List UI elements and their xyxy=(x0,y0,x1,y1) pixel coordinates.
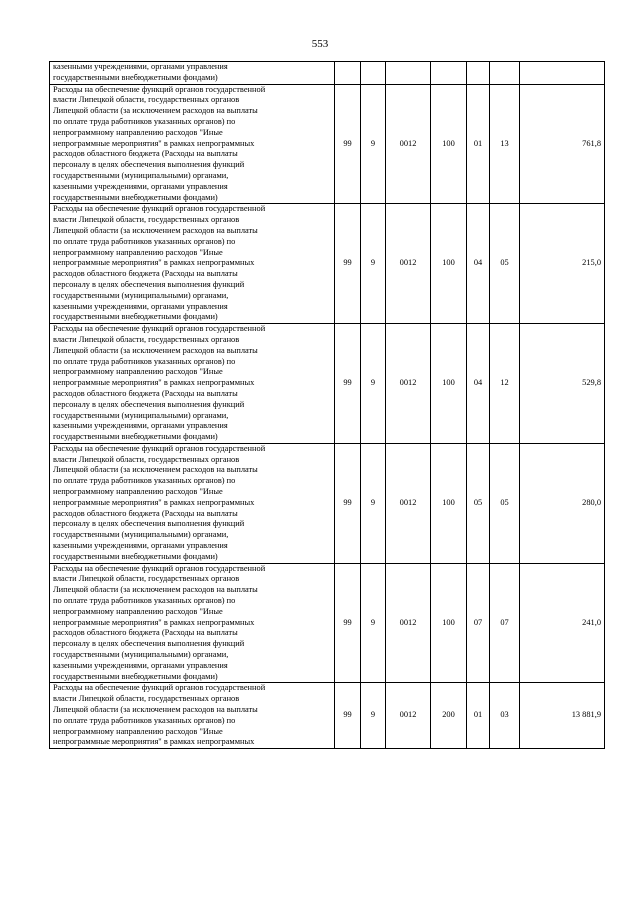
amount: 280,0 xyxy=(520,443,605,563)
code-target-article: 0012 xyxy=(386,324,431,444)
description-line: персоналу в целях обеспечения выполнения функций xyxy=(53,160,245,170)
description-line: непрограммные мероприятия" в рамках непрограммных xyxy=(53,258,255,268)
expense-description xyxy=(50,563,335,683)
amount: 529,8 xyxy=(520,324,605,444)
description-line: расходов областного бюджета (Расходы на выплаты xyxy=(53,269,238,279)
description-line: власти Липецкой области, государственных органов xyxy=(53,574,240,584)
description-line: непрограммные мероприятия" в рамках непрограммных xyxy=(53,737,255,747)
description-line: по оплате труда работников указанных органов) по xyxy=(53,715,236,725)
amount: 215,0 xyxy=(520,204,605,324)
table-row xyxy=(50,683,605,749)
description-line: казенными учреждениями, органами управления xyxy=(53,660,228,670)
code-chapter: 99 xyxy=(335,84,361,204)
description-line: персоналу в целях обеспечения выполнения функций xyxy=(53,639,245,649)
description-line: непрограммному направлению расходов "Иные xyxy=(53,726,223,736)
code-expense-type: 100 xyxy=(431,324,467,444)
code-expense-type: 100 xyxy=(431,204,467,324)
code-program: 9 xyxy=(361,443,386,563)
description-line: государственными внебюджетными фондами) xyxy=(53,312,218,322)
code-chapter: 99 xyxy=(335,683,361,749)
description-line: по оплате труда работников указанных органов) по xyxy=(53,116,236,126)
description-line: Расходы на обеспечение функций органов государственной xyxy=(53,204,266,214)
table-row xyxy=(50,324,605,444)
description-line: власти Липецкой области, государственных органов xyxy=(53,454,240,464)
description-line: государственными (муниципальными) органами, xyxy=(53,410,229,420)
code-chapter: 99 xyxy=(335,204,361,324)
description-line: персоналу в целях обеспечения выполнения функций xyxy=(53,399,245,409)
code-expense-type: 100 xyxy=(431,563,467,683)
table-row xyxy=(50,62,605,85)
code-section: 04 xyxy=(467,324,490,444)
description-line: Липецкой области (за исключением расходов на выплаты xyxy=(53,705,258,715)
description-line: по оплате труда работников указанных органов) по xyxy=(53,596,236,606)
code-section: 01 xyxy=(467,683,490,749)
description-line: расходов областного бюджета (Расходы на выплаты xyxy=(53,149,238,159)
description-line: власти Липецкой области, государственных органов xyxy=(53,694,240,704)
description-line: непрограммные мероприятия" в рамках непрограммных xyxy=(53,378,255,388)
expense-description xyxy=(50,443,335,563)
expense-description xyxy=(50,683,335,749)
code-target-article: 0012 xyxy=(386,84,431,204)
code-program: 9 xyxy=(361,324,386,444)
description-line: казенными учреждениями, органами управления xyxy=(53,541,228,551)
code-expense-type xyxy=(431,62,467,85)
expense-description xyxy=(50,84,335,204)
description-line: непрограммные мероприятия" в рамках непрограммных xyxy=(53,617,255,627)
description-line: Липецкой области (за исключением расходов на выплаты xyxy=(53,465,258,475)
code-program: 9 xyxy=(361,683,386,749)
code-target-article: 0012 xyxy=(386,443,431,563)
amount: 241,0 xyxy=(520,563,605,683)
description-line: Расходы на обеспечение функций органов государственной xyxy=(53,84,266,94)
amount: 761,8 xyxy=(520,84,605,204)
code-target-article: 0012 xyxy=(386,563,431,683)
table-row xyxy=(50,84,605,204)
description-line: непрограммному направлению расходов "Иные xyxy=(53,367,223,377)
code-subsection: 07 xyxy=(490,563,520,683)
description-line: Расходы на обеспечение функций органов государственной xyxy=(53,683,266,693)
code-section: 04 xyxy=(467,204,490,324)
code-subsection: 13 xyxy=(490,84,520,204)
description-line: Липецкой области (за исключением расходов на выплаты xyxy=(53,585,258,595)
description-line: непрограммному направлению расходов "Иные xyxy=(53,247,223,257)
code-chapter: 99 xyxy=(335,563,361,683)
code-section: 01 xyxy=(467,84,490,204)
expense-description xyxy=(50,324,335,444)
description-line: государственными (муниципальными) органами, xyxy=(53,170,229,180)
description-line: Расходы на обеспечение функций органов государственной xyxy=(53,443,266,453)
code-section: 05 xyxy=(467,443,490,563)
description-line: Липецкой области (за исключением расходов на выплаты xyxy=(53,225,258,235)
code-chapter xyxy=(335,62,361,85)
code-program: 9 xyxy=(361,84,386,204)
code-program: 9 xyxy=(361,204,386,324)
description-line: государственными (муниципальными) органами, xyxy=(53,530,229,540)
description-line: казенными учреждениями, органами управления xyxy=(53,62,228,71)
amount: 13 881,9 xyxy=(520,683,605,749)
description-line: государственными внебюджетными фондами) xyxy=(53,192,218,202)
budget-table xyxy=(49,61,605,749)
description-line: персоналу в целях обеспечения выполнения функций xyxy=(53,519,245,529)
code-chapter: 99 xyxy=(335,443,361,563)
description-line: непрограммному направлению расходов "Иные xyxy=(53,487,223,497)
code-expense-type: 100 xyxy=(431,84,467,204)
description-line: государственными внебюджетными фондами) xyxy=(53,671,218,681)
description-line: государственными внебюджетными фондами) xyxy=(53,72,218,82)
description-line: непрограммные мероприятия" в рамках непрограммных xyxy=(53,138,255,148)
description-line: по оплате труда работников указанных органов) по xyxy=(53,356,236,366)
code-expense-type: 200 xyxy=(431,683,467,749)
amount xyxy=(520,62,605,85)
description-line: персоналу в целях обеспечения выполнения функций xyxy=(53,279,245,289)
description-line: власти Липецкой области, государственных органов xyxy=(53,334,240,344)
code-expense-type: 100 xyxy=(431,443,467,563)
description-line: Расходы на обеспечение функций органов государственной xyxy=(53,324,266,334)
description-line: Липецкой области (за исключением расходов на выплаты xyxy=(53,345,258,355)
code-target-article: 0012 xyxy=(386,683,431,749)
code-section xyxy=(467,62,490,85)
code-section: 07 xyxy=(467,563,490,683)
description-line: непрограммному направлению расходов "Иные xyxy=(53,127,223,137)
description-line: расходов областного бюджета (Расходы на выплаты xyxy=(53,388,238,398)
description-line: казенными учреждениями, органами управления xyxy=(53,181,228,191)
page-number: 553 xyxy=(311,38,329,50)
description-line: по оплате труда работников указанных органов) по xyxy=(53,476,236,486)
code-subsection: 12 xyxy=(490,324,520,444)
description-line: власти Липецкой области, государственных органов xyxy=(53,215,240,225)
code-subsection xyxy=(490,62,520,85)
table-body xyxy=(50,62,605,749)
description-line: по оплате труда работников указанных органов) по xyxy=(53,236,236,246)
description-line: государственными внебюджетными фондами) xyxy=(53,432,218,442)
description-line: расходов областного бюджета (Расходы на выплаты xyxy=(53,508,238,518)
expense-description xyxy=(50,62,335,85)
description-line: власти Липецкой области, государственных органов xyxy=(53,95,240,105)
code-chapter: 99 xyxy=(335,324,361,444)
description-line: расходов областного бюджета (Расходы на выплаты xyxy=(53,628,238,638)
description-line: казенными учреждениями, органами управления xyxy=(53,301,228,311)
table-row xyxy=(50,443,605,563)
description-line: государственными (муниципальными) органами, xyxy=(53,290,229,300)
code-subsection: 03 xyxy=(490,683,520,749)
description-line: казенными учреждениями, органами управления xyxy=(53,421,228,431)
description-line: государственными (муниципальными) органами, xyxy=(53,650,229,660)
code-target-article: 0012 xyxy=(386,204,431,324)
code-program xyxy=(361,62,386,85)
expense-description xyxy=(50,204,335,324)
description-line: Расходы на обеспечение функций органов государственной xyxy=(53,563,266,573)
description-line: непрограммному направлению расходов "Иные xyxy=(53,606,223,616)
table-row xyxy=(50,563,605,683)
code-program: 9 xyxy=(361,563,386,683)
code-target-article xyxy=(386,62,431,85)
description-line: Липецкой области (за исключением расходов на выплаты xyxy=(53,106,258,116)
table-row xyxy=(50,204,605,324)
description-line: государственными внебюджетными фондами) xyxy=(53,551,218,561)
code-subsection: 05 xyxy=(490,204,520,324)
code-subsection: 05 xyxy=(490,443,520,563)
description-line: непрограммные мероприятия" в рамках непрограммных xyxy=(53,497,255,507)
